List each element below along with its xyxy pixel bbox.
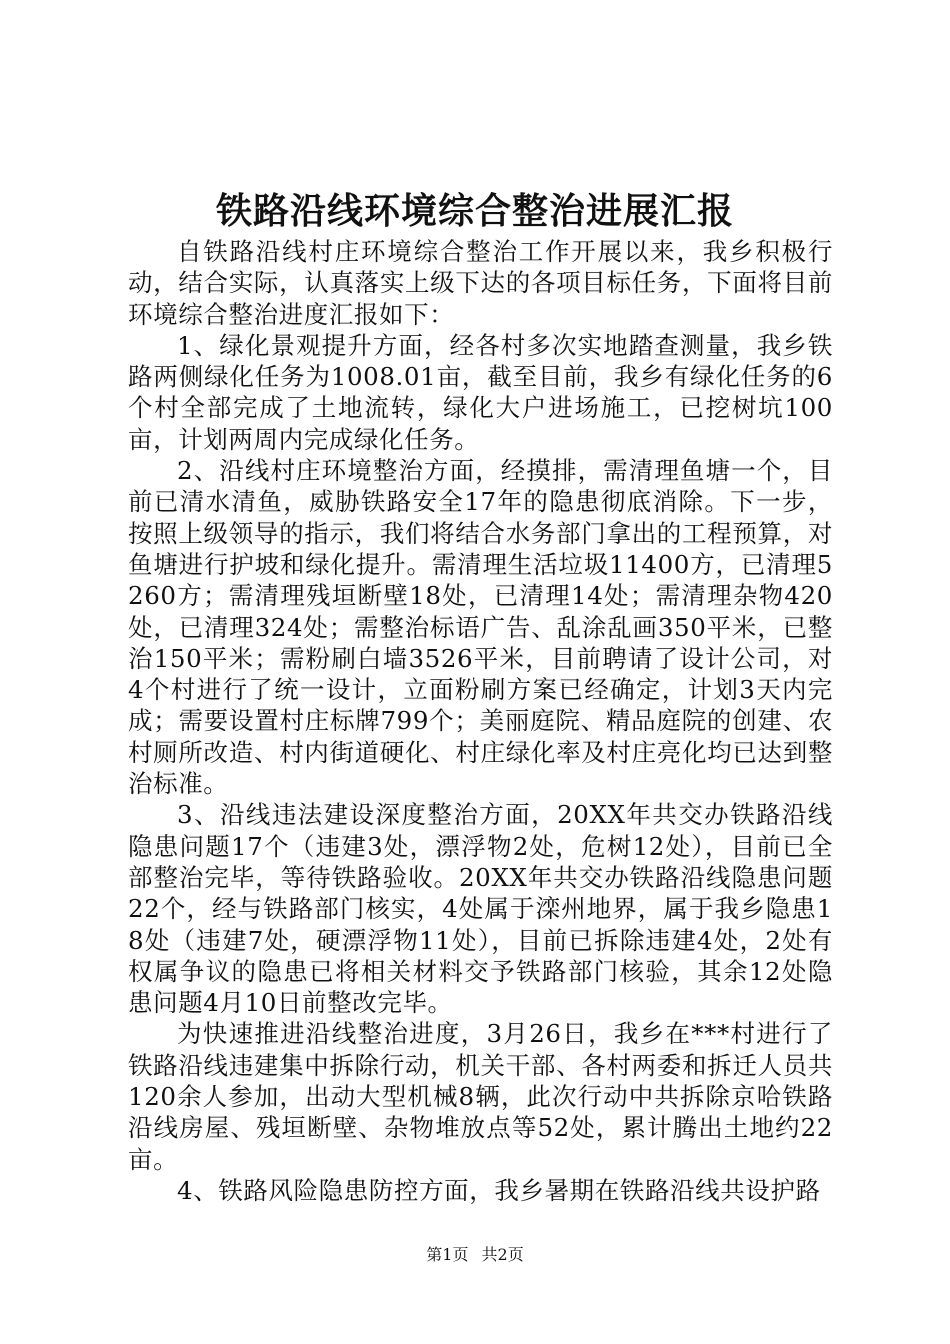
paragraph-illegal-construction: 3、沿线违法建设深度整治方面，20XX年共交办铁路沿线隐患问题17个（违建3处，漂浮物2处，危树12处），目前已全部整治完毕，等待铁路验收。20XX年共交办铁路沿线隐患问题22个，经与铁路部门核实，4处属于滦州地界，属于我乡隐患18处（违建7处，硬漂浮物11处），目前已拆除违建4处，2处有权属争议的隐患已将相关材料交予铁路部门核验，其余12处隐患问题4月10日前整改完毕。 [128, 800, 833, 1018]
page-footer [0, 1243, 950, 1267]
document-body [128, 236, 833, 1206]
paragraph-demolition-action: 为快速推进沿线整治进度，3月26日，我乡在***村进行了铁路沿线违建集中拆除行动，机关干部、各村两委和拆迁人员共120余人参加，出动大型机械8辆，此次行动中共拆除京哈铁路沿线房屋、残垣断壁、杂物堆放点等52处，累计腾出土地约22亩。 [128, 1019, 833, 1174]
paragraph-intro: 自铁路沿线村庄环境综合整治工作开展以来，我乡积极行动，结合实际，认真落实上级下达的各项目标任务，下面将目前环境综合整治进度汇报如下： [128, 237, 833, 329]
page-total: 共2页 [481, 1245, 524, 1264]
paragraph-risk-prevention: 4、铁路风险隐患防控方面，我乡暑期在铁路沿线共设护路 [177, 1175, 821, 1205]
paragraph-village-environment: 2、沿线村庄环境整治方面，经摸排，需清理鱼塘一个，目前已清水清鱼，威胁铁路安全17年的隐患彻底消除。下一步，按照上级领导的指示，我们将结合水务部门拿出的工程预算，对鱼塘进行护坡和绿化提升。需清理生活垃圾11400方，已清理5260方；需清理残垣断壁18处，已清理14处；需清理杂物420处，已清理324处；需整治标语广告、乱涂乱画350平米，已整治150平米；需粉刷白墙3526平米，目前聘请了设计公司，对4个村进行了统一设计，立面粉刷方案已经确定，计划3天内完成；需要设置村庄标牌799个；美丽庭院、精品庭院的创建、农村厕所改造、村内街道硬化、村庄绿化率及村庄亮化均已达到整治标准。 [128, 456, 833, 799]
page-number: 第1页 [426, 1245, 469, 1264]
paragraph-greening: 1、绿化景观提升方面，经各村多次实地踏查测量，我乡铁路两侧绿化任务为1008.01亩，截至目前，我乡有绿化任务的6个村全部完成了土地流转，绿化大户进场施工，已挖树坑100亩，计划两周内完成绿化任务。 [128, 330, 833, 454]
document-title: 铁路沿线环境综合整治进展汇报 [215, 190, 734, 232]
